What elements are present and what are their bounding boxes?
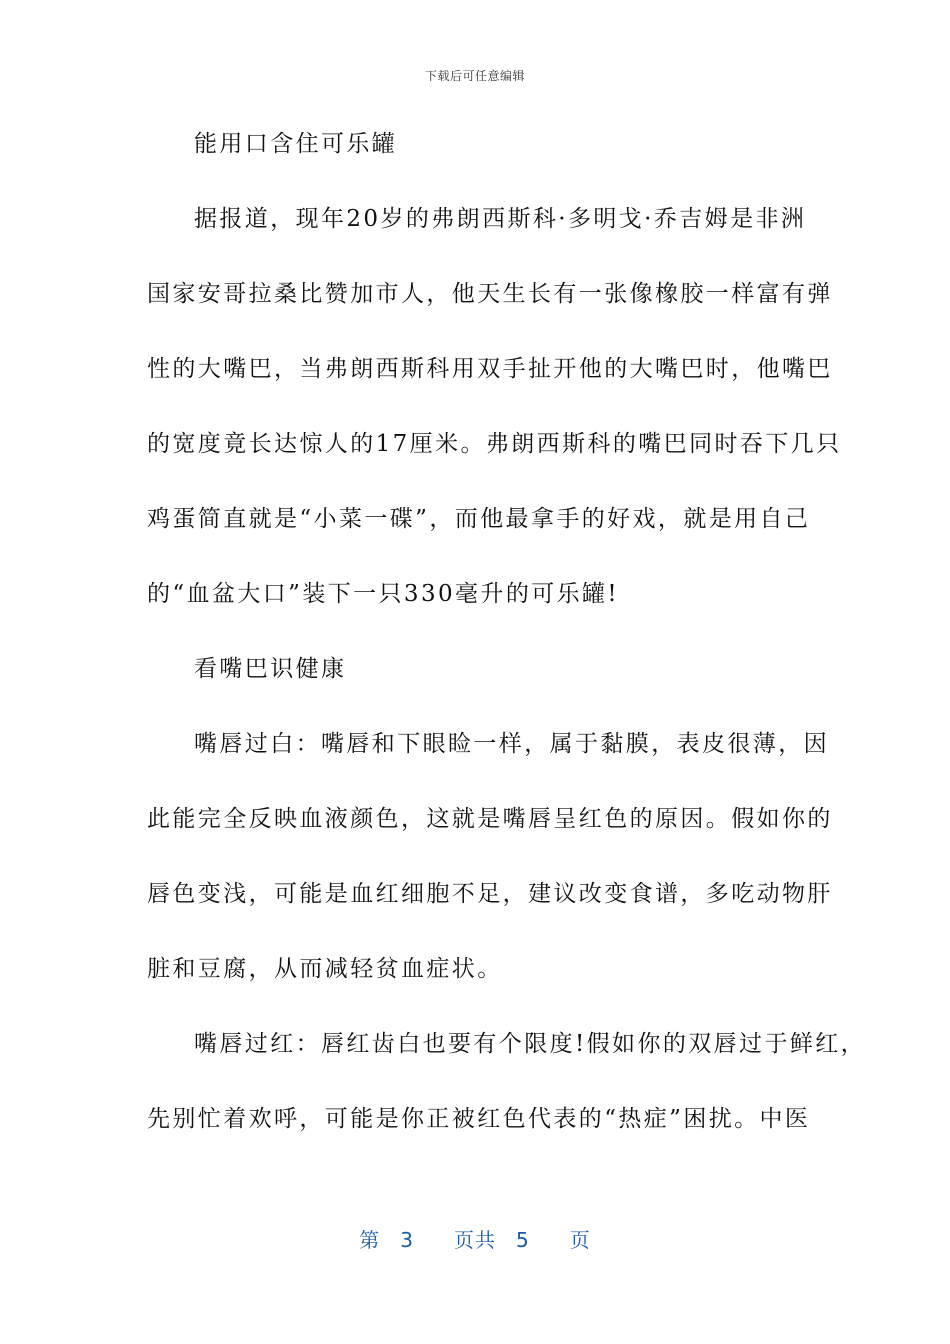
paragraph-line: 能用口含住可乐罐: [194, 131, 398, 157]
body-text: [147, 120, 867, 1170]
paragraph-line: 脏和豆腐，从而减轻贫血症状。: [147, 956, 503, 982]
paragraph-line: 据报道，现年20岁的弗朗西斯科·多明戈·乔吉姆是非洲: [194, 206, 807, 232]
paragraph-line: 嘴唇过白：嘴唇和下眼睑一样，属于黏膜，表皮很薄，因: [194, 731, 829, 757]
page-footer: [0, 1224, 950, 1253]
paragraph-line: 看嘴巴识健康: [194, 656, 347, 682]
footer-middle: 页共: [454, 1228, 496, 1252]
paragraph-line: 唇色变浅，可能是血红细胞不足，建议改变食谱，多吃动物肝: [147, 881, 833, 907]
footer-prefix: 第: [359, 1228, 381, 1252]
paragraph-line: 嘴唇过红：唇红齿白也要有个限度!假如你的双唇过于鲜红，: [194, 1031, 867, 1057]
paragraph-line: 此能完全反映血液颜色，这就是嘴唇呈红色的原因。假如你的: [147, 806, 833, 832]
paragraph-line: 国家安哥拉桑比赞加市人，他天生长有一张像橡胶一样富有弹: [147, 281, 833, 307]
footer-page-total: 5: [516, 1228, 530, 1252]
footer-suffix: 页: [569, 1228, 591, 1252]
header-note: 下载后可任意编辑: [424, 69, 525, 83]
paragraph-line: 的宽度竟长达惊人的17厘米。弗朗西斯科的嘴巴同时吞下几只: [147, 431, 842, 457]
paragraph-line: 先别忙着欢呼，可能是你正被红色代表的“热症”困扰。中医: [147, 1106, 811, 1132]
paragraph-line: 鸡蛋简直就是“小菜一碟”，而他最拿手的好戏，就是用自己: [147, 506, 811, 532]
footer-page-current: 3: [400, 1228, 414, 1252]
paragraph-line: 的“血盆大口”装下一只330毫升的可乐罐!: [147, 581, 620, 607]
paragraph-line: 性的大嘴巴，当弗朗西斯科用双手扯开他的大嘴巴时，他嘴巴: [147, 356, 833, 382]
